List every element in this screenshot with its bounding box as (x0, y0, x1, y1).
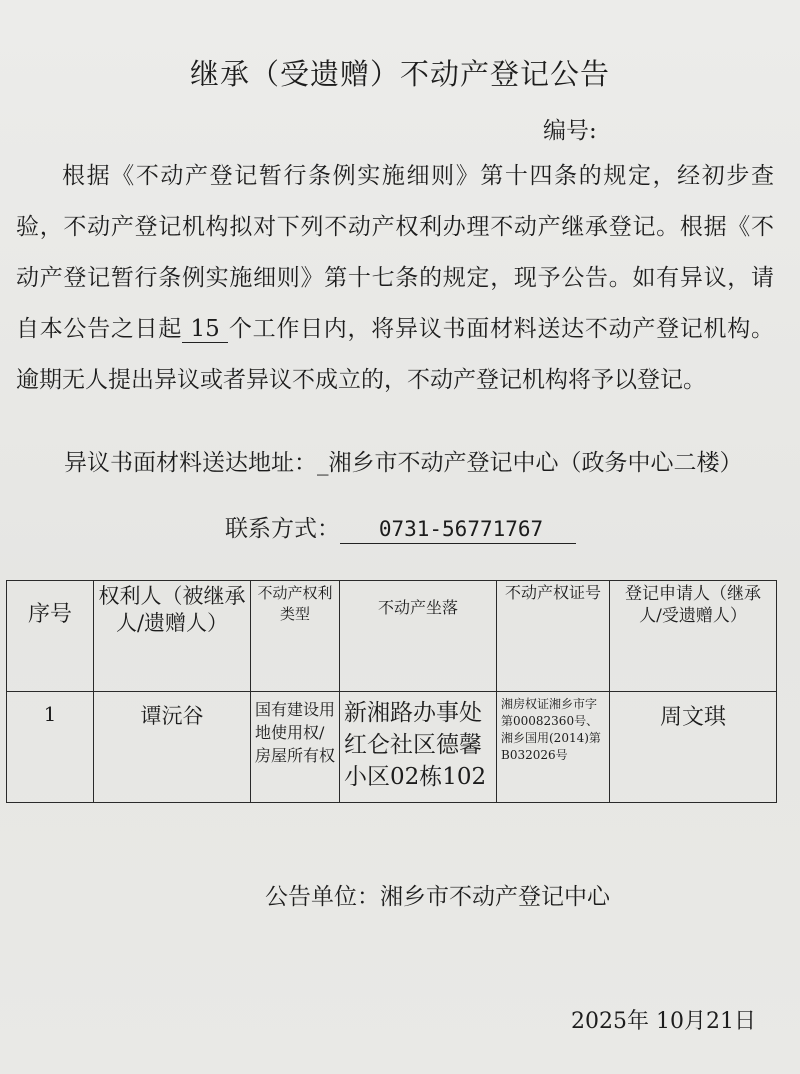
cell-holder: 谭沅谷 (94, 692, 251, 803)
issuing-unit: 公告单位：湘乡市不动产登记中心 (265, 884, 610, 910)
serial-number-label: 编号: (543, 118, 597, 144)
contact-line (225, 510, 576, 544)
registration-table (6, 580, 777, 803)
notice-date: 2025年 10月21日 (571, 1009, 756, 1034)
header-applicant: 登记申请人（继承人/受遗赠人） (610, 581, 777, 692)
notice-body (16, 151, 774, 406)
header-right-type: 不动产权利类型 (251, 581, 340, 692)
objection-address: 异议书面材料送达地址：_湘乡市不动产登记中心（政务中心二楼） (64, 450, 743, 476)
header-seq: 序号 (7, 581, 94, 692)
notice-title: 继承（受遗赠）不动产登记公告 (189, 57, 610, 91)
header-cert-no: 不动产权证号 (497, 581, 610, 692)
table-header-row (7, 581, 777, 692)
contact-phone: 0731-56771767 (340, 515, 576, 544)
notice-paragraph (16, 151, 774, 406)
cell-seq: 1 (7, 692, 94, 803)
contact-label: 联系方式： (225, 516, 340, 542)
header-holder: 权利人（被继承人/遗赠人） (94, 581, 251, 692)
objection-days: 15 (182, 316, 228, 343)
cell-cert-no: 湘房权证湘乡市字第00082360号、湘乡国用(2014)第B032026号 (497, 692, 610, 803)
table-row (7, 692, 777, 803)
cell-applicant: 周文琪 (610, 692, 777, 803)
header-location: 不动产坐落 (340, 581, 497, 692)
paragraph-text-before-days: 根据《不动产登记暂行条例实施细则》第十四条的规定，经初步查验，不动产登记机构拟对下列不动产权利办理不动产继承登记。根据《不动产登记暂行条例实施细则》第十七条的规定，现予公告。如有异议，请自本公告之日起 (16, 163, 774, 342)
paragraph-text-after-days: 个工作日内，将异议书面材料送达不动产登记机构。逾期无人提出异议或者异议不成立的，不动产登记机构将予以登记。 (16, 316, 775, 393)
cell-location: 新湘路办事处红仑社区德馨小区02栋102 (340, 692, 497, 803)
cell-right-type: 国有建设用地使用权/房屋所有权 (251, 692, 340, 803)
